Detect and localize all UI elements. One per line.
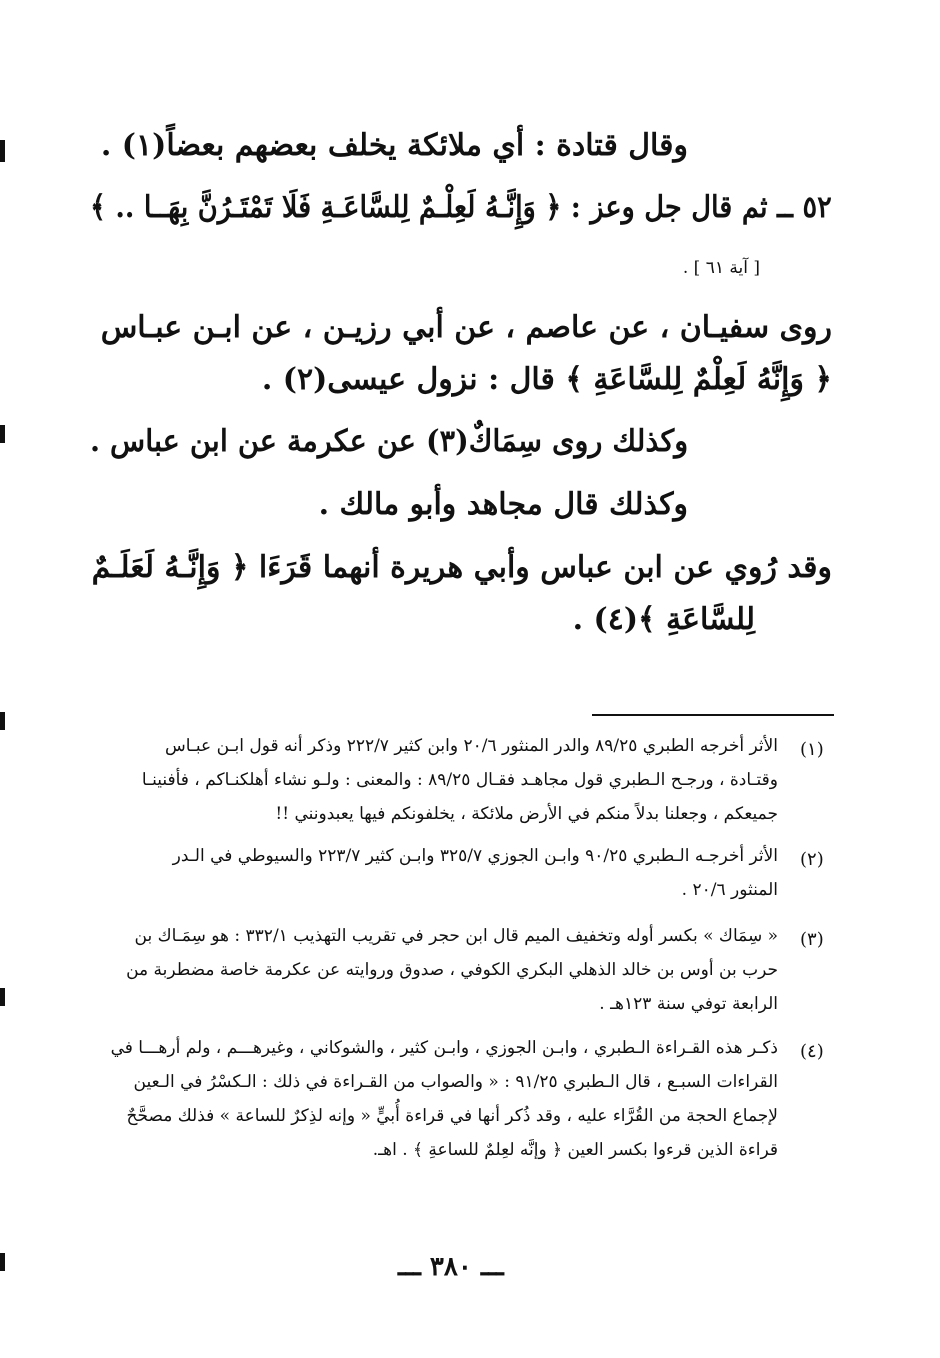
main-line-5: ﴿ وَإِنَّهُ لَعِلْمٌ لِلسَّاعَةِ ﴾ قال : نزول عيسى(٢) .	[261, 362, 832, 397]
footnote-line: القراءات السبـع ، قال الـطبري ٩١/٢٥ : « والصواب من القـراءة في ذلك : الـكسْرُ في الـعين	[133, 1072, 778, 1092]
footnote-number: (٢)	[800, 849, 824, 870]
footnote-number: (١)	[800, 739, 824, 760]
footnote-line: « سِمَاك » بكسر أوله وتخفيف الميم قال ابن حجر في تقريب التهذيب ٣٣٢/١ : هو سِمَـاك بن	[134, 926, 778, 946]
footnote-line: الأثر أخرجـه الـطبري ٩٠/٢٥ وابـن الجوزي ٣٢٥/٧ وابـن كثير ٢٢٣/٧ والسيوطي في الـدر	[172, 846, 778, 866]
main-line-3: [ آية ٦١ ] .	[682, 258, 760, 278]
scan-edge-mark	[0, 1253, 5, 1271]
footnote-line: الرابعة توفي سنة ١٢٣هـ .	[599, 994, 778, 1014]
scan-edge-mark	[0, 140, 5, 162]
footnote-number: (٣)	[800, 929, 824, 950]
page-number: ـــ ٣٨٠ ـــ	[398, 1252, 504, 1282]
footnote-line: قراءة الذين قرءوا بكسر العين ﴿ وإنَّه لعِلمٌ للساعةِ ﴾ . اهـ.	[372, 1140, 778, 1160]
main-line-9: لِلسَّاعَةِ ﴾(٤) .	[572, 602, 755, 637]
main-line-4: روى سفيـان ، عن عاصم ، عن أبي رزيـن ، عن ابـن عبـاس	[100, 310, 832, 345]
scan-edge-mark	[0, 425, 5, 443]
footnote-line: المنثور ٢٠/٦ .	[681, 880, 778, 900]
scan-edge-mark	[0, 988, 5, 1006]
footnote-separator	[592, 714, 834, 716]
main-line-2: ٥٢ ــ ثم قال جل وعز : ﴿ وَإِنَّـهُ لَعِلْـمٌ لِلسَّاعَـةِ فَلَا تَمْتَـرُنَّ بِهَــا .. ﴾	[90, 190, 832, 225]
footnote-line: حرب بن أوس بن خالد الذهلي البكري الكوفي ، صدوق وروايته عن عكرمة خاصة مضطربة من	[126, 960, 778, 980]
footnote-line: لإجماع الحجة من القُرَّاء عليه ، وقد ذُكر أنها في قراءة أُبيٍّ « وإنه لذِكرٌ للساعة » فذلك مصحَّحٌ	[126, 1106, 778, 1126]
footnote-number: (٤)	[800, 1041, 824, 1062]
main-line-7: وكذلك قال مجاهد وأبو مالك .	[318, 487, 688, 522]
footnote-line: جميعكم ، وجعلنا بدلاً منكم في الأرض ملائكة ، يخلفونكم فيها يعبدونني !!	[275, 804, 778, 824]
main-line-1: وقال قتادة : أي ملائكة يخلف بعضهم بعضاً(١) .	[100, 128, 688, 163]
main-line-8: وقد رُوي عن ابن عباس وأبي هريرة أنهما قَرَءَا ﴿ وَإِنَّـهُ لَعَلَـمٌ	[91, 550, 832, 585]
footnote-line: وقتـادة ، ورجـح الـطبري قول مجاهـد فقـال ٨٩/٢٥ : والمعنى : ولـو نشاء أهلكنـاكم ، فأفنينـا	[141, 770, 778, 790]
footnote-line: ذكـر هذه القـراءة الـطبري ، وابـن الجوزي ، وابـن كثير ، والشوكاني ، وغيرهـــم ، ولم أرهـــا في	[110, 1038, 778, 1058]
main-line-6: وكذلك روى سِمَاكٌ(٣) عن عكرمة عن ابن عباس .	[89, 424, 688, 459]
scan-edge-mark	[0, 712, 5, 730]
footnote-line: الأثر أخرجه الطبري ٨٩/٢٥ والدر المنثور ٢٠/٦ وابن كثير ٢٢٢/٧ وذكر أنه قول ابـن عبـاس	[165, 736, 778, 756]
